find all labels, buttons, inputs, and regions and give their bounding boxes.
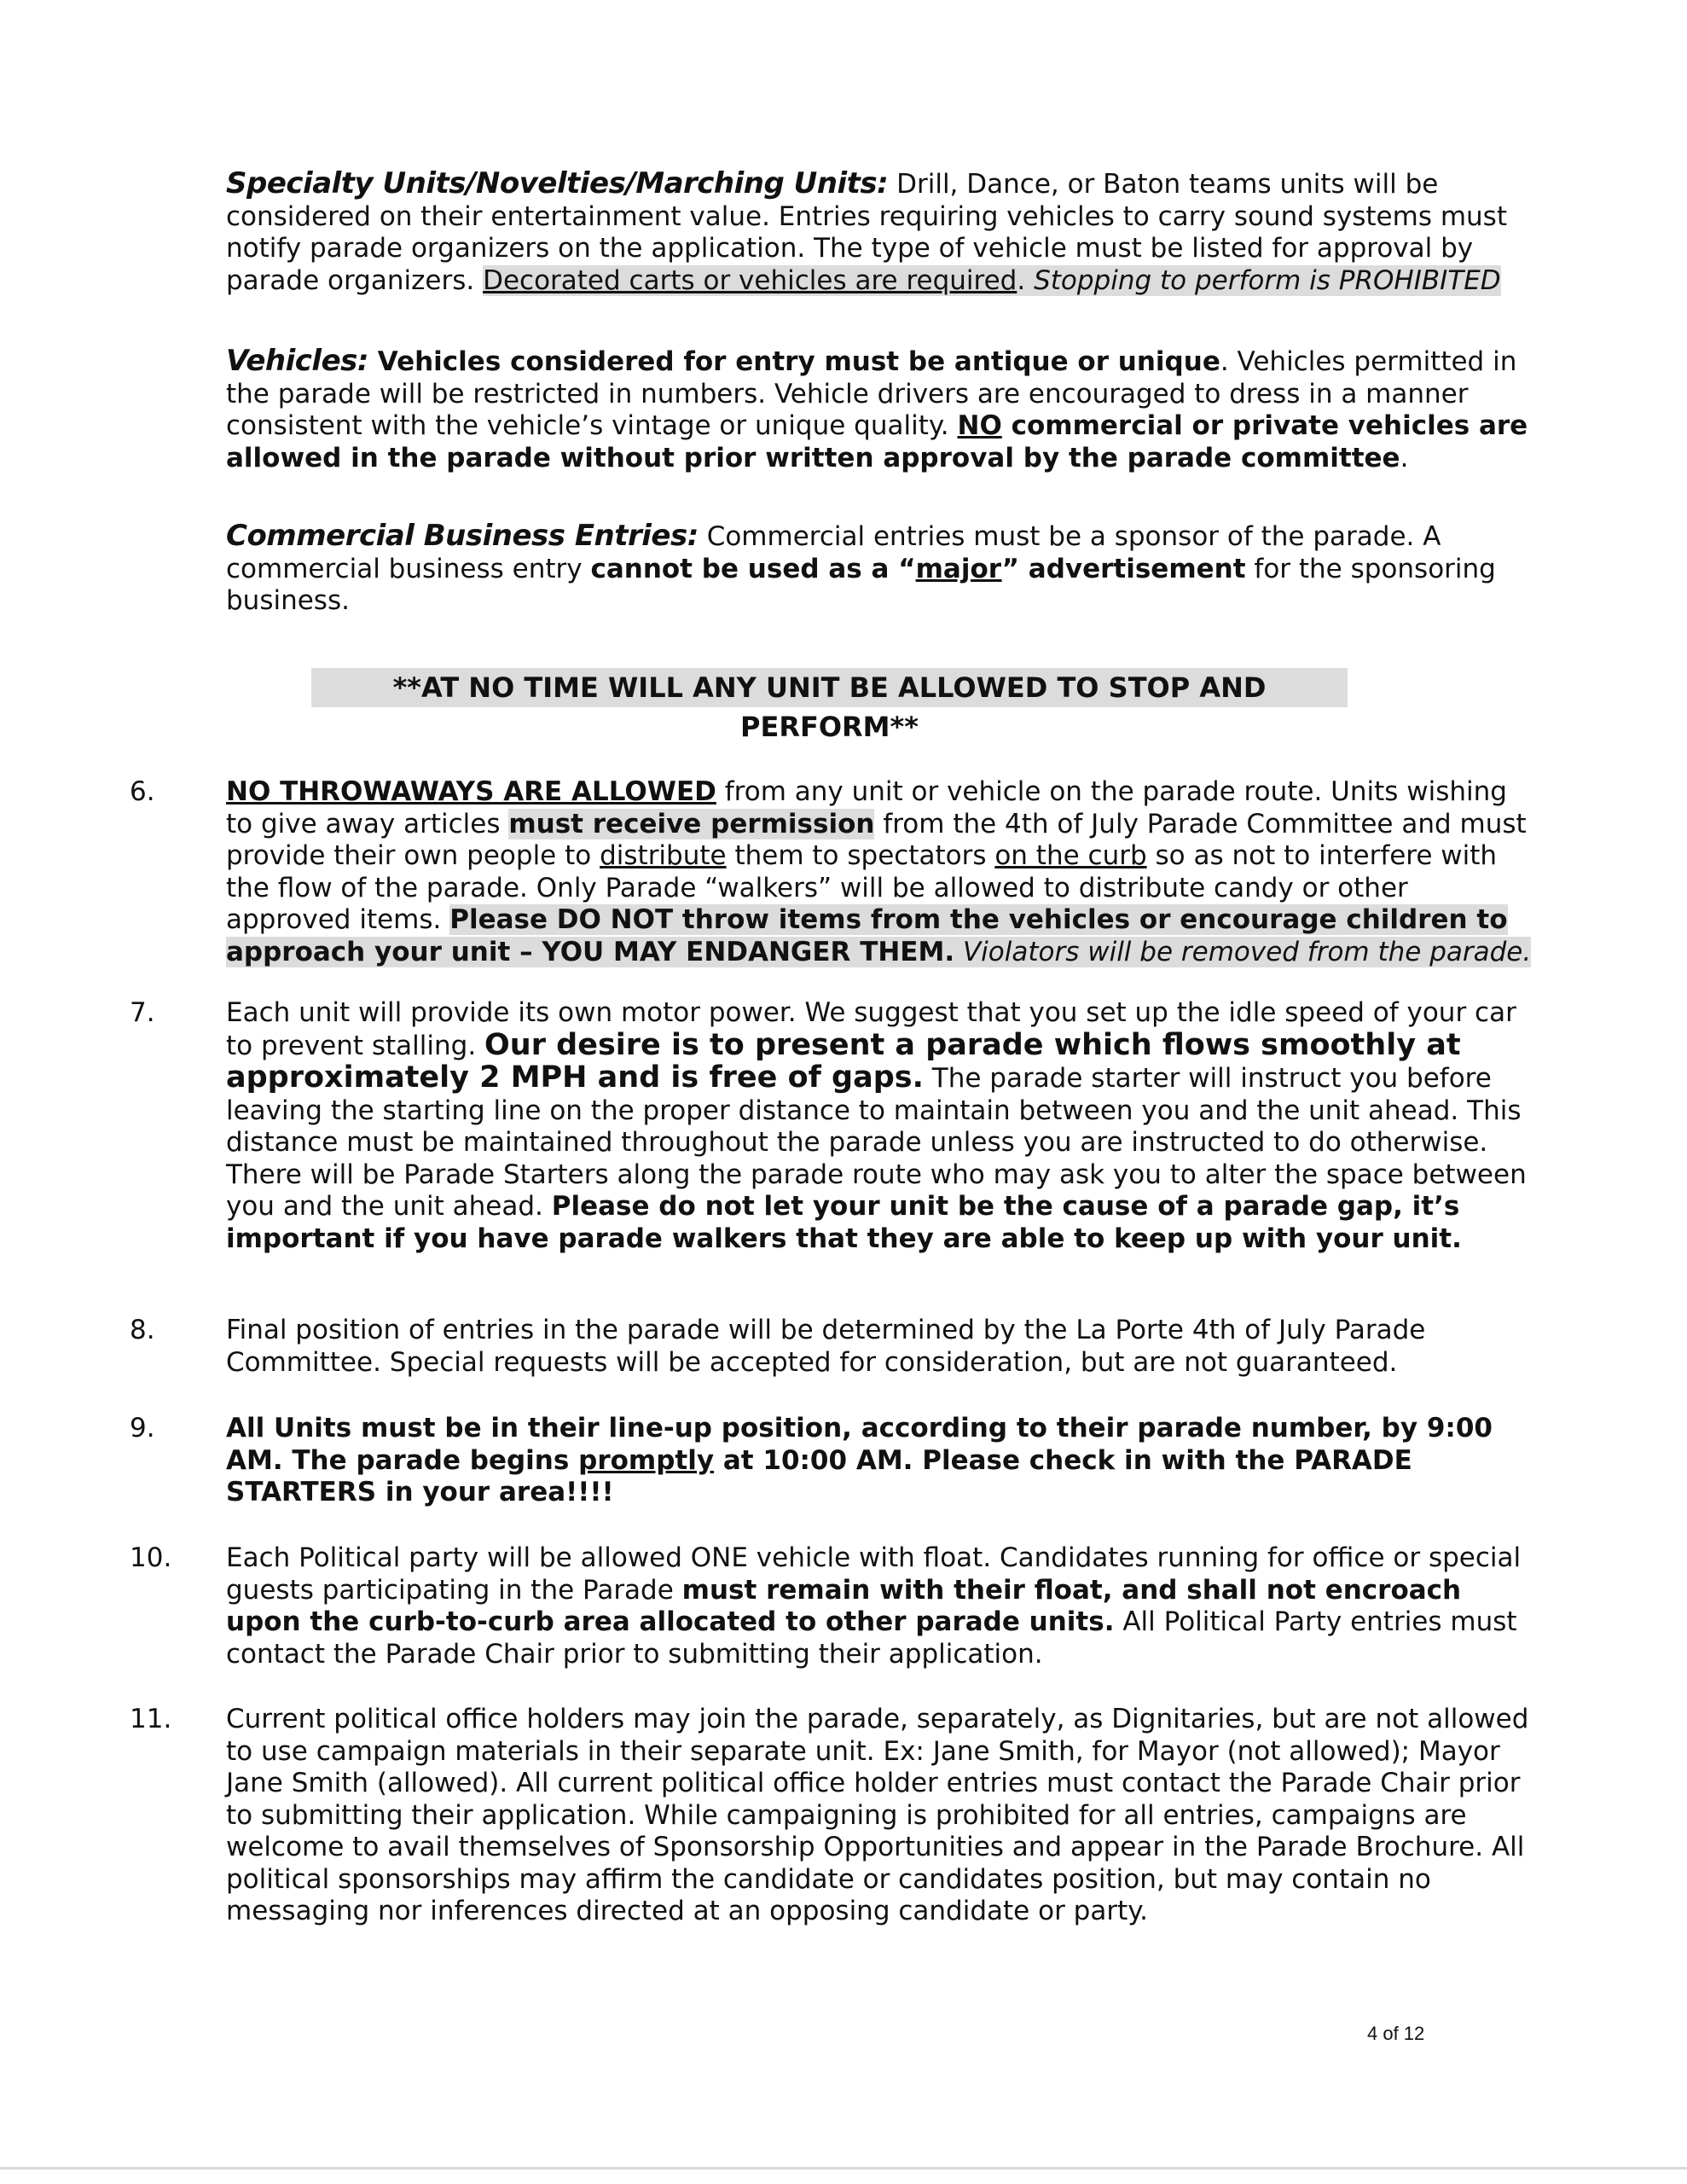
item-number: 6. [130,776,155,807]
lineup-rule: All Units must be in their line-up position, according to their parade number, by 9:00 AM. The parade begins [226,1413,1493,1476]
commercial-text: Commercial entries must be a sponsor of the parade. A commercial business entry [226,521,1441,584]
curb-emphasis: on the curb [994,840,1147,871]
highlighted-requirement [483,265,1501,296]
item-text: them to spectators [726,840,995,871]
item-number: 11. [130,1704,172,1734]
item-number: 8. [130,1315,155,1345]
commercial-entries-paragraph [226,520,1539,618]
no-emphasis: NO [957,410,1002,441]
period: . [1017,264,1035,296]
vehicles-paragraph [226,346,1539,474]
distribute-emphasis: distribute [600,840,727,871]
heading-colon: : [877,166,889,200]
item-number: 9. [130,1413,155,1443]
specialty-units-paragraph [226,168,1539,297]
vehicles-requirement: Vehicles considered for entry must be antique or unique [368,346,1220,377]
page-number: 4 of 12 [1367,2023,1425,2044]
item-text: Current political office holders may join the parade, separately, as Dignitaries, but are not allowed to use campaign materials in their separate unit. Ex: Jane Smith, for Mayor (not allowed); Mayor Jane Smith (allowed). All current political office holder entries must contact the Parade Chair prior to submitting their application. While campaigning is prohibited for all entries, campaigns are welcome to avail themselves of Sponsorship Opportunities and appear in the Parade Brochure. All political sponsorships may affirm the candidate or candidates position, but may contain no messaging nor inferences directed at an opposing candidate or party. [226,1704,1529,1926]
flow-emphasis: Our desire is to present a parade which flows smoothly at approximately 2 MPH and is free of gaps. [226,1027,1461,1095]
vehicles-approval-rule: commercial or private vehicles are allowed in the parade without prior written approval by the parade committee [226,410,1528,473]
item-number: 7. [130,997,155,1028]
endanger-warning: Please DO NOT throw items from the vehicles or encourage children to approach your unit – YOU MAY ENDANGER THEM. [226,904,1508,967]
item-10-political-party [226,1542,1539,1670]
heading-colon: : [357,344,368,378]
period: . [1400,442,1409,473]
item-6-throwaways [226,776,1539,968]
lineup-rule-end: at 10:00 AM. Please check in with the PARADE STARTERS in your area!!!! [226,1444,1412,1507]
commercial-rule: cannot be used as a “ [590,553,916,584]
commercial-rule-end: ” advertisement [1001,553,1246,584]
prohibited-note: Stopping to perform is PROHIBITED [1034,264,1501,296]
permission-emphasis: must receive permission [508,808,875,839]
item-text: so as not to interfere with the flow of the parade. Only Parade “walkers” will be allowed to distribute candy or other approved items. [226,840,1498,935]
item-number: 10. [130,1542,172,1573]
item-7-motor-power [226,997,1539,1255]
item-8-final-position [226,1315,1539,1379]
heading-colon: : [687,519,699,553]
no-throwaways-heading: NO THROWAWAYS ARE ALLOWED [226,776,716,807]
item-9-lineup [226,1413,1539,1509]
item-text: Final position of entries in the parade will be determined by the La Porte 4th of July Parade Committee. Special requests will be accepted for consideration, but are not guaranteed. [226,1315,1426,1378]
item-text: from the 4th of July Parade Committee and must provide their own people to [226,808,1527,871]
item-text: from any unit or vehicle on the parade route. Units wishing to give away articles [226,776,1507,839]
item-11-office-holders [226,1704,1539,1928]
underlined-requirement: Decorated carts or vehicles are required [483,264,1017,296]
float-rule: must remain with their float, and shall not encroach upon the curb-to-curb area allocated to other parade units. [226,1574,1462,1637]
scan-edge-line [0,2167,1687,2169]
item-text: Each unit will provide its own motor power. We suggest that you set up the idle speed of your car to prevent stalling. [226,997,1516,1061]
commercial-heading: Commercial Business Entries [226,519,687,553]
item-text: The parade starter will instruct you before leaving the starting line on the proper distance to maintain between you and the unit ahead. This distance must be maintained throughout the parade unless you are instructed to do otherwise. There will be Parade Starters along the parade route who may ask you to alter the space between you and the unit ahead. [226,1063,1527,1222]
specialty-units-heading: Specialty Units/Novelties/Marching Units [226,166,878,200]
item-text: Each Political party will be allowed ONE vehicle with float. Candidates running for office or special guests participating in the Parade [226,1542,1522,1606]
promptly-emphasis: promptly [578,1444,715,1476]
item-text: All Political Party entries must contact the Parade Chair prior to submitting their application. [226,1606,1517,1670]
vehicles-heading: Vehicles [226,344,357,378]
stop-and-perform-banner: **AT NO TIME WILL ANY UNIT BE ALLOWED TO STOP AND PERFORM** [311,668,1348,707]
specialty-text: Drill, Dance, or Baton teams units will be considered on their entertainment value. Entries requiring vehicles to carry sound systems must notify parade organizers on the application. The type of vehicle must be listed for approval by parade organizers. [226,169,1507,296]
major-emphasis: major [915,553,1002,584]
violators-warning: Violators will be removed from the parade. [954,936,1532,967]
commercial-text-end: for the sponsoring business. [226,553,1496,616]
vehicles-text: . Vehicles permitted in the parade will be restricted in numbers. Vehicle drivers are encouraged to dress in a manner consistent with the vehicle’s vintage or unique quality. [226,346,1517,441]
gap-warning: Please do not let your unit be the cause of a parade gap, it’s important if you have parade walkers that they are able to keep up with your unit. [226,1191,1462,1254]
